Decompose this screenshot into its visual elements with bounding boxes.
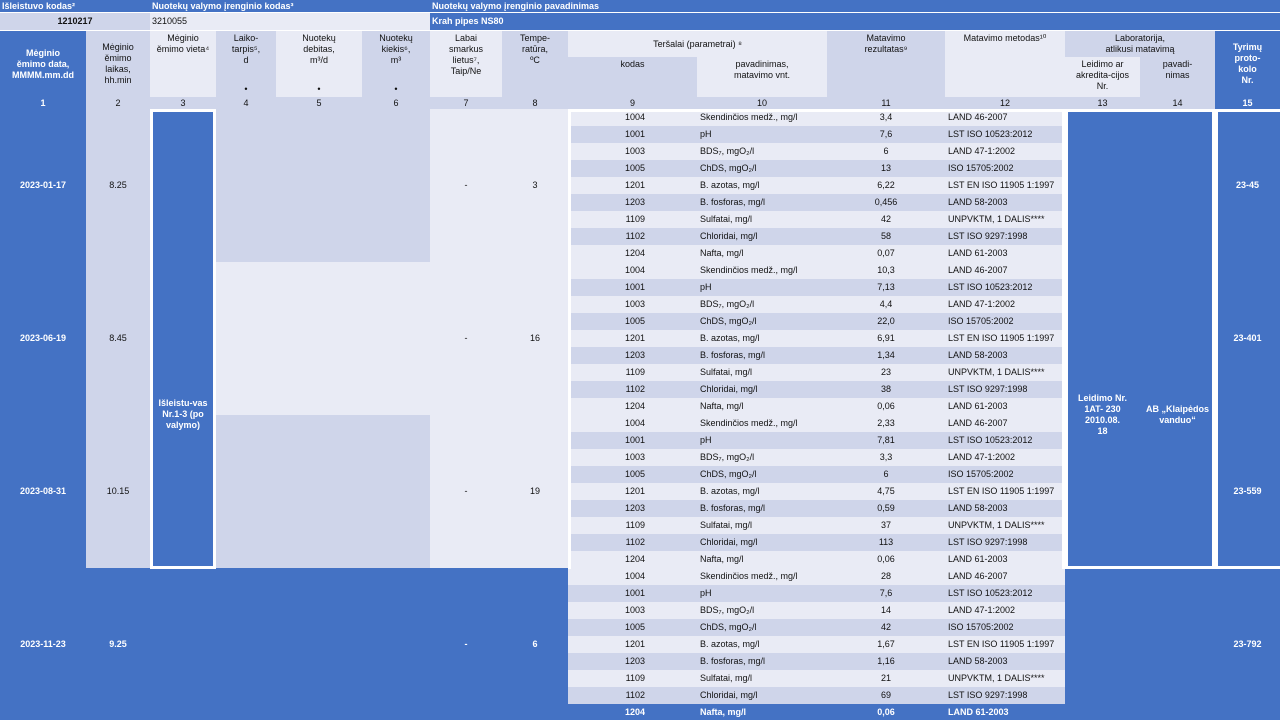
sample-interval (216, 415, 276, 568)
row-name: Sulfatai, mg/l (697, 211, 827, 228)
row-result: 6,22 (827, 177, 945, 194)
row-name: Sulfatai, mg/l (697, 670, 827, 687)
row-method: LST EN ISO 11905 1:1997 (945, 177, 1065, 194)
row-result: 7,13 (827, 279, 945, 296)
row-code: 1001 (568, 432, 697, 449)
row-method: UNPVKTM, 1 DALIS**** (945, 517, 1065, 534)
column-number: 4 (216, 97, 276, 109)
header-result: Matavimo rezultatas⁹ (827, 31, 945, 97)
header-interval (216, 31, 276, 97)
sample-interval (216, 109, 276, 262)
row-result: 22,0 (827, 313, 945, 330)
row-method: LAND 47-1:2002 (945, 602, 1065, 619)
row-name: pH (697, 432, 827, 449)
row-code: 1004 (568, 109, 697, 126)
row-name: Nafta, mg/l (697, 551, 827, 568)
row-code: 1109 (568, 517, 697, 534)
row-code: 1204 (568, 551, 697, 568)
sample-amount (362, 568, 430, 720)
column-number: 7 (430, 97, 502, 109)
row-method: LAND 58-2003 (945, 653, 1065, 670)
sample-date: 2023-06-19 (0, 262, 86, 415)
sample-debit (276, 262, 362, 415)
sample-time: 8.25 (86, 109, 150, 262)
header-lab-permit: Leidimo ar akredita-cijos Nr. (1065, 57, 1140, 97)
column-number: 3 (150, 97, 216, 109)
row-name: Sulfatai, mg/l (697, 517, 827, 534)
lab-permit: Leidimo Nr. 1AT- 230 2010.08. 18 (1065, 109, 1140, 720)
row-name: Nafta, mg/l (697, 704, 827, 720)
row-name: pH (697, 279, 827, 296)
plant-code-label: Nuotekų valymo įrenginio kodas³ (150, 0, 430, 12)
sample-interval (216, 262, 276, 415)
sample-interval (216, 568, 276, 720)
row-result: 6 (827, 466, 945, 483)
column-number: 10 (697, 97, 827, 109)
column-number: 14 (1140, 97, 1215, 109)
outlet-code-value: 1210217 (0, 13, 150, 30)
sample-protocol: 23-401 (1215, 262, 1280, 415)
row-code: 1203 (568, 653, 697, 670)
row-result: 113 (827, 534, 945, 551)
row-method: LAND 61-2003 (945, 704, 1065, 720)
row-code: 1005 (568, 313, 697, 330)
row-method: LST ISO 10523:2012 (945, 585, 1065, 602)
header-protocol: Tyrimų proto- kolo Nr. (1215, 31, 1280, 97)
row-name: ChDS, mgO₂/l (697, 466, 827, 483)
row-code: 1003 (568, 143, 697, 160)
header-debit (276, 31, 362, 97)
row-method: LST EN ISO 11905 1:1997 (945, 636, 1065, 653)
sample-temp: 16 (502, 262, 568, 415)
row-name: pH (697, 126, 827, 143)
plant-name-value: Krah pipes NS80 (430, 13, 1280, 30)
column-number: 9 (568, 97, 697, 109)
row-result: 2,33 (827, 415, 945, 432)
row-code: 1001 (568, 126, 697, 143)
row-name: B. azotas, mg/l (697, 177, 827, 194)
row-code: 1004 (568, 262, 697, 279)
sample-time: 9.25 (86, 568, 150, 720)
row-name: ChDS, mgO₂/l (697, 313, 827, 330)
row-result: 4,4 (827, 296, 945, 313)
row-name: Nafta, mg/l (697, 245, 827, 262)
row-method: LAND 58-2003 (945, 500, 1065, 517)
sample-time: 8.45 (86, 262, 150, 415)
row-method: LST ISO 9297:1998 (945, 687, 1065, 704)
sample-rain: - (430, 262, 502, 415)
row-code: 1004 (568, 568, 697, 585)
row-name: pH (697, 585, 827, 602)
row-name: B. azotas, mg/l (697, 636, 827, 653)
header-amount-text: Nuotekų kiekis⁶, m³ (379, 33, 413, 65)
sample-debit (276, 568, 362, 720)
sample-date: 2023-11-23 (0, 568, 86, 720)
sample-time: 10.15 (86, 415, 150, 568)
row-code: 1003 (568, 449, 697, 466)
row-result: 42 (827, 619, 945, 636)
column-number: 5 (276, 97, 362, 109)
row-name: Nafta, mg/l (697, 398, 827, 415)
row-result: 7,6 (827, 126, 945, 143)
row-name: Chloridai, mg/l (697, 534, 827, 551)
row-name: B. fosforas, mg/l (697, 500, 827, 517)
header-date: Mėginio ěmimo data, MMMM.mm.dd (0, 31, 86, 97)
sample-temp: 3 (502, 109, 568, 262)
row-result: 13 (827, 160, 945, 177)
row-code: 1102 (568, 687, 697, 704)
header-rain: Labai smarkus lietus⁷, Taip/Ne (430, 31, 502, 97)
row-code: 1109 (568, 364, 697, 381)
sample-date: 2023-01-17 (0, 109, 86, 262)
row-method: LST EN ISO 11905 1:1997 (945, 483, 1065, 500)
plant-code-value: 3210055 (150, 13, 430, 30)
column-number: 1 (0, 97, 86, 109)
row-name: B. fosforas, mg/l (697, 347, 827, 364)
row-code: 1102 (568, 381, 697, 398)
row-result: 0,06 (827, 551, 945, 568)
row-method: UNPVKTM, 1 DALIS**** (945, 211, 1065, 228)
row-result: 0,06 (827, 398, 945, 415)
row-result: 23 (827, 364, 945, 381)
row-code: 1001 (568, 279, 697, 296)
sample-rain: - (430, 109, 502, 262)
header-time: Mėginio ěmimo laikas, hh.min (86, 31, 150, 97)
sample-rain: - (430, 415, 502, 568)
row-code: 1201 (568, 483, 697, 500)
row-name: BDS₇, mgO₂/l (697, 449, 827, 466)
column-number: 12 (945, 97, 1065, 109)
row-result: 37 (827, 517, 945, 534)
row-method: LST ISO 9297:1998 (945, 228, 1065, 245)
row-result: 0,06 (827, 704, 945, 720)
row-code: 1201 (568, 177, 697, 194)
row-result: 7,6 (827, 585, 945, 602)
sample-debit (276, 109, 362, 262)
row-method: LST ISO 9297:1998 (945, 381, 1065, 398)
row-result: 10,3 (827, 262, 945, 279)
header-interval-bullet: • (244, 84, 248, 94)
row-name: Skendinčios medž., mg/l (697, 415, 827, 432)
sample-protocol: 23-559 (1215, 415, 1280, 568)
sample-protocol: 23-792 (1215, 568, 1280, 720)
row-code: 1001 (568, 585, 697, 602)
row-code: 1005 (568, 160, 697, 177)
row-code: 1109 (568, 211, 697, 228)
row-code: 1203 (568, 500, 697, 517)
header-interval-text: Laiko- tarpis⁵, d (231, 33, 261, 65)
header-pollutants: Teršalai (parametrai) ⁸ (568, 31, 827, 57)
column-number: 2 (86, 97, 150, 109)
sample-debit (276, 415, 362, 568)
row-method: LAND 46-2007 (945, 568, 1065, 585)
row-method: LST EN ISO 11905 1:1997 (945, 330, 1065, 347)
header-code: kodas (568, 57, 697, 97)
row-method: LST ISO 10523:2012 (945, 279, 1065, 296)
row-method: LAND 47-1:2002 (945, 449, 1065, 466)
row-name: BDS₇, mgO₂/l (697, 143, 827, 160)
row-result: 3,4 (827, 109, 945, 126)
row-method: LAND 47-1:2002 (945, 143, 1065, 160)
row-result: 6 (827, 143, 945, 160)
row-code: 1102 (568, 228, 697, 245)
row-method: LAND 58-2003 (945, 347, 1065, 364)
row-method: ISO 15705:2002 (945, 160, 1065, 177)
header-place: Mėginio ěmimo vieta⁴ (150, 31, 216, 97)
row-name: Chloridai, mg/l (697, 381, 827, 398)
row-name: Skendinčios medž., mg/l (697, 568, 827, 585)
outlet-code-label: Išleistuvo kodas² (0, 0, 150, 12)
column-number: 15 (1215, 97, 1280, 109)
header-lab-name: pavadi- nimas (1140, 57, 1215, 97)
row-method: LAND 61-2003 (945, 245, 1065, 262)
row-name: B. fosforas, mg/l (697, 653, 827, 670)
row-result: 3,3 (827, 449, 945, 466)
row-code: 1102 (568, 534, 697, 551)
sample-temp: 19 (502, 415, 568, 568)
row-code: 1005 (568, 619, 697, 636)
column-number: 11 (827, 97, 945, 109)
row-method: LST ISO 10523:2012 (945, 126, 1065, 143)
row-method: ISO 15705:2002 (945, 619, 1065, 636)
row-method: ISO 15705:2002 (945, 313, 1065, 330)
header-debit-bullet: • (317, 84, 321, 94)
row-result: 42 (827, 211, 945, 228)
row-code: 1004 (568, 415, 697, 432)
row-name: B. fosforas, mg/l (697, 194, 827, 211)
header-amount-bullet: • (394, 84, 398, 94)
header-amount (362, 31, 430, 97)
row-code: 1203 (568, 194, 697, 211)
row-code: 1109 (568, 670, 697, 687)
row-code: 1204 (568, 704, 697, 720)
column-number: 8 (502, 97, 568, 109)
row-code: 1201 (568, 330, 697, 347)
row-method: LAND 46-2007 (945, 262, 1065, 279)
row-result: 4,75 (827, 483, 945, 500)
row-result: 69 (827, 687, 945, 704)
row-method: LST ISO 10523:2012 (945, 432, 1065, 449)
row-name: BDS₇, mgO₂/l (697, 602, 827, 619)
sample-date: 2023-08-31 (0, 415, 86, 568)
header-method: Matavimo metodas¹⁰ (945, 31, 1065, 97)
row-name: B. azotas, mg/l (697, 330, 827, 347)
row-method: UNPVKTM, 1 DALIS**** (945, 364, 1065, 381)
row-code: 1003 (568, 296, 697, 313)
row-method: LAND 47-1:2002 (945, 296, 1065, 313)
row-code: 1203 (568, 347, 697, 364)
row-method: LST ISO 9297:1998 (945, 534, 1065, 551)
sample-rain: - (430, 568, 502, 720)
plant-name-label: Nuotekų valymo įrenginio pavadinimas (430, 0, 1280, 12)
row-name: Skendinčios medž., mg/l (697, 262, 827, 279)
row-code: 1204 (568, 245, 697, 262)
row-result: 1,67 (827, 636, 945, 653)
row-result: 38 (827, 381, 945, 398)
row-method: LAND 58-2003 (945, 194, 1065, 211)
row-code: 1003 (568, 602, 697, 619)
row-name: B. azotas, mg/l (697, 483, 827, 500)
row-result: 6,91 (827, 330, 945, 347)
column-number: 13 (1065, 97, 1140, 109)
row-name: Chloridai, mg/l (697, 687, 827, 704)
row-code: 1204 (568, 398, 697, 415)
row-method: LAND 46-2007 (945, 415, 1065, 432)
row-method: LAND 61-2003 (945, 551, 1065, 568)
row-code: 1201 (568, 636, 697, 653)
row-result: 14 (827, 602, 945, 619)
row-result: 1,34 (827, 347, 945, 364)
row-name: Skendinčios medž., mg/l (697, 109, 827, 126)
row-result: 0,07 (827, 245, 945, 262)
row-result: 28 (827, 568, 945, 585)
header-name-unit: pavadinimas, matavimo vnt. (697, 57, 827, 97)
sample-amount (362, 262, 430, 415)
row-result: 58 (827, 228, 945, 245)
row-method: LAND 61-2003 (945, 398, 1065, 415)
row-result: 0,456 (827, 194, 945, 211)
sample-amount (362, 415, 430, 568)
sample-temp: 6 (502, 568, 568, 720)
row-name: ChDS, mgO₂/l (697, 619, 827, 636)
row-method: LAND 46-2007 (945, 109, 1065, 126)
row-result: 0,59 (827, 500, 945, 517)
header-lab: Laboratorija, atlikusi matavimą (1065, 31, 1215, 57)
row-name: Sulfatai, mg/l (697, 364, 827, 381)
sample-place: Išleistu-vas Nr.1-3 (po valymo) (150, 109, 216, 720)
row-method: ISO 15705:2002 (945, 466, 1065, 483)
column-number: 6 (362, 97, 430, 109)
row-name: ChDS, mgO₂/l (697, 160, 827, 177)
lab-name: AB „Klaipėdos vanduo“ (1140, 109, 1215, 720)
header-debit-text: Nuotekų debitas, m³/d (302, 33, 336, 65)
row-name: BDS₇, mgO₂/l (697, 296, 827, 313)
row-result: 1,16 (827, 653, 945, 670)
row-name: Chloridai, mg/l (697, 228, 827, 245)
header-temp: Tempe- ratūra, ºC (502, 31, 568, 97)
sample-protocol: 23-45 (1215, 109, 1280, 262)
sample-amount (362, 109, 430, 262)
row-method: UNPVKTM, 1 DALIS**** (945, 670, 1065, 687)
row-result: 21 (827, 670, 945, 687)
row-result: 7,81 (827, 432, 945, 449)
row-code: 1005 (568, 466, 697, 483)
